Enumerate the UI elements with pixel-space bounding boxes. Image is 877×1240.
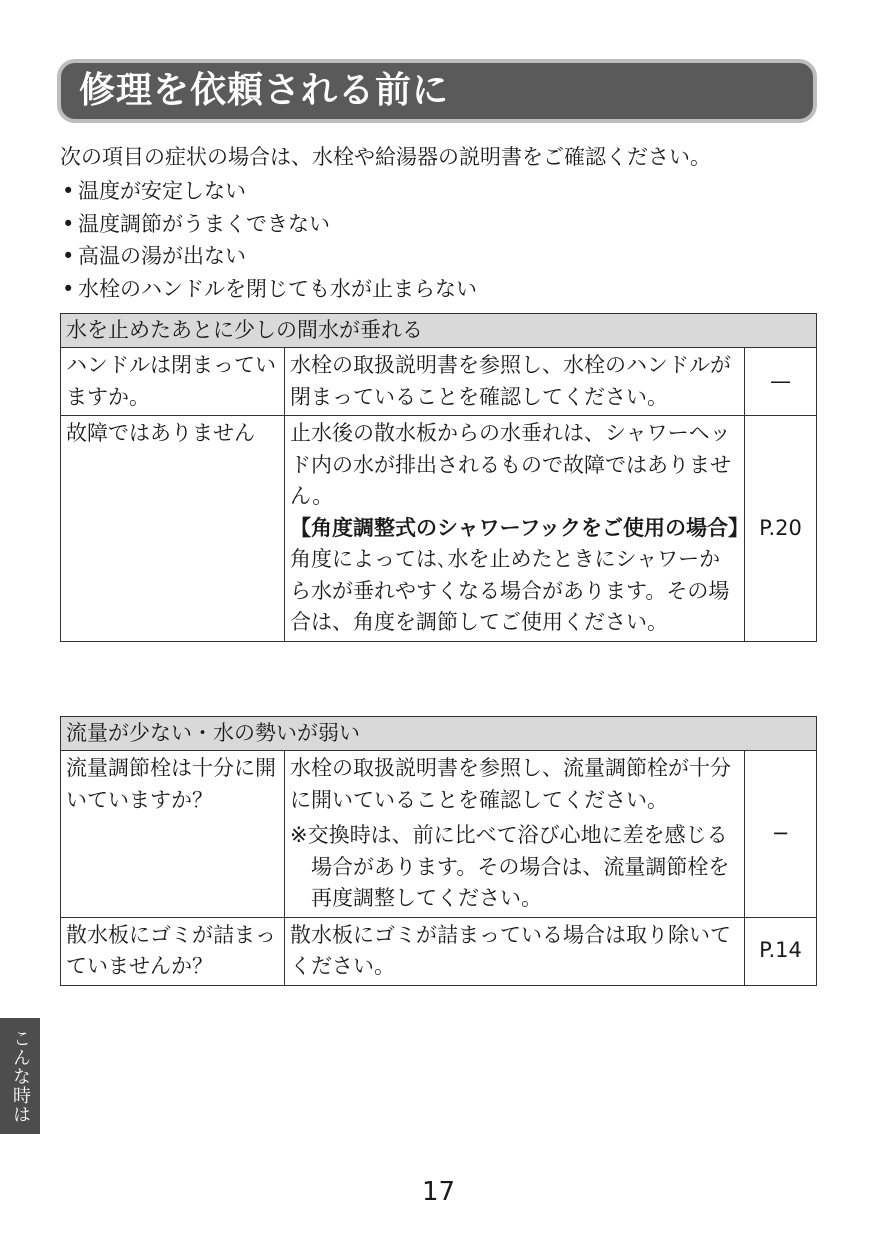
symptom-list — [62, 175, 477, 305]
remedy-cell — [285, 416, 750, 642]
list-item — [62, 273, 477, 306]
troubleshooting-table-dripping — [60, 313, 817, 642]
list-item-text: 温度調節がうまくできない — [78, 211, 330, 236]
bullet-marker: • — [62, 179, 75, 203]
page-title: 修理を依頼される前に — [79, 70, 450, 111]
remedy-text: 止水後の散水板からの水垂れは、シャワーヘッド内の水が排出されるもので故障ではありません。 — [290, 421, 731, 508]
list-item — [62, 175, 477, 208]
check-cell: 流量調節栓は十分に開いていますか？ — [61, 751, 285, 918]
remedy-cell — [285, 751, 745, 918]
bullet-marker: • — [62, 276, 75, 301]
list-item — [62, 240, 477, 273]
intro-text: 次の項目の症状の場合は、水栓や給湯器の説明書をご確認ください。 — [60, 145, 711, 169]
list-item — [62, 208, 477, 241]
table-row — [61, 751, 817, 918]
table-header: 水を止めたあとに少しの間水が垂れる — [61, 314, 817, 348]
list-item-text: 水栓のハンドルを閉じても水が止まらない — [78, 276, 477, 301]
remedy-note: ※交換時は、前に比べて浴び心地に差を感じる場合があります。その場合は、流量調節栓を再度調整してください。 — [290, 823, 730, 910]
page-number: 17 — [421, 1177, 456, 1207]
bullet-marker: • — [62, 244, 75, 268]
page-ref-cell: — — [745, 348, 817, 416]
page-ref-cell: P.20 — [745, 416, 817, 642]
page-ref-cell: P.14 — [745, 917, 817, 985]
section-side-tab: こんな時は — [0, 1018, 40, 1134]
remedy-subheading: 【角度調整式のシャワーフックをご使用の場合】 — [290, 515, 750, 540]
page-ref-cell: − — [745, 751, 817, 918]
troubleshooting-table-low-flow — [60, 716, 817, 986]
bullet-marker: • — [62, 211, 75, 236]
table-header: 流量が少ない・水の勢いが弱い — [61, 717, 817, 751]
table-row — [61, 917, 817, 985]
remedy-cell: 水栓の取扱説明書を参照し、水栓のハンドルが閉まっていることを確認してください。 — [285, 348, 745, 416]
check-cell: 故障ではありません — [61, 416, 285, 642]
table-row — [61, 348, 817, 416]
table-header-row — [61, 314, 817, 348]
page-title-bar — [57, 59, 817, 123]
list-item-text: 高温の湯が出ない — [78, 244, 246, 268]
table-header-row — [61, 717, 817, 751]
check-cell: ハンドルは閉まっていますか。 — [61, 348, 285, 416]
remedy-detail: 角度によっては､水を止めたときにシャワーから水が垂れやすくなる場合があります。その場合は、角度を調節してご使用ください。 — [290, 547, 730, 634]
check-cell: 散水板にゴミが詰まっていませんか？ — [61, 917, 285, 985]
list-item-text: 温度が安定しない — [78, 179, 246, 203]
table-row — [61, 416, 817, 642]
remedy-text: 水栓の取扱説明書を参照し、流量調節栓が十分に開いていることを確認してください。 — [290, 756, 731, 812]
remedy-cell: 散水板にゴミが詰まっている場合は取り除いてください。 — [285, 917, 745, 985]
